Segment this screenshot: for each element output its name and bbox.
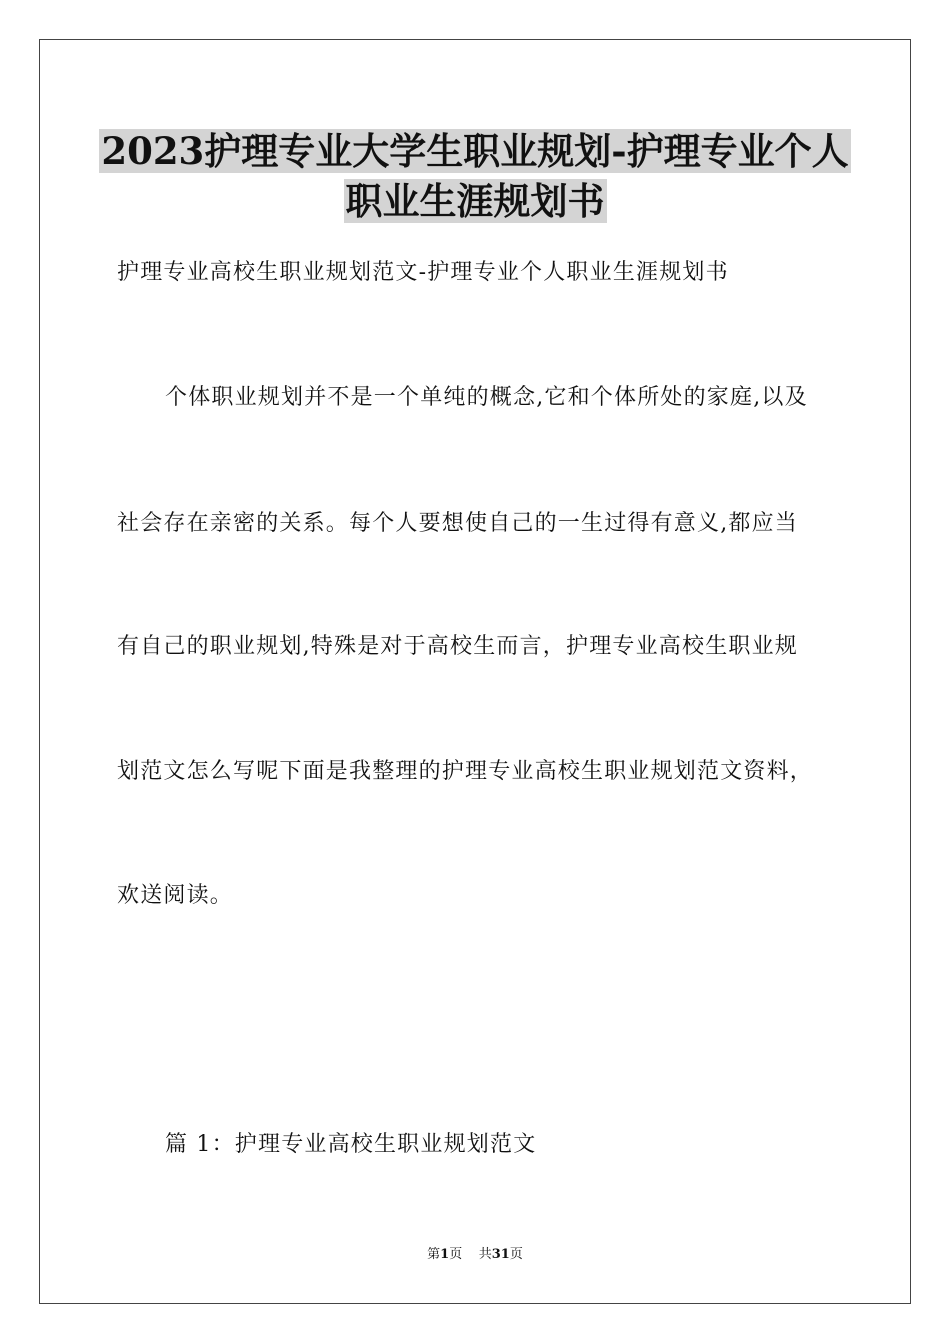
page-footer (0, 1246, 950, 1264)
paragraph-line: 有自己的职业规划,特殊是对于高校生而言，护理专业高校生职业规 (117, 634, 798, 659)
document-title-line-1 (60, 125, 890, 177)
title-highlight-1: 2023护理专业大学生职业规划-护理专业个人 (101, 129, 849, 173)
footer-page-suffix: 页 (449, 1247, 463, 1262)
paragraph-line: 个体职业规划并不是一个单纯的概念,它和个体所处的家庭,以及 (165, 385, 808, 410)
title-highlight-2: 职业生涯规划书 (345, 179, 605, 223)
footer-total-prefix: 共 (478, 1247, 492, 1262)
document-title-line-2 (60, 175, 890, 227)
document-subtitle: 护理专业高校生职业规划范文-护理专业个人职业生涯规划书 (117, 260, 729, 285)
footer-page-number: 1 (440, 1247, 450, 1262)
footer-total-suffix: 页 (509, 1247, 523, 1262)
paragraph-line: 划范文怎么写呢下面是我整理的护理专业高校生职业规划范文资料， (117, 759, 814, 784)
footer-total-pages: 31 (491, 1247, 510, 1262)
footer-page-prefix: 第 (427, 1247, 441, 1262)
section-heading: 篇 1：护理专业高校生职业规划范文 (165, 1132, 537, 1157)
page-border (39, 39, 911, 1304)
paragraph-line: 欢送阅读。 (117, 883, 234, 908)
paragraph-line: 社会存在亲密的关系。每个人要想使自己的一生过得有意义,都应当 (117, 511, 798, 536)
